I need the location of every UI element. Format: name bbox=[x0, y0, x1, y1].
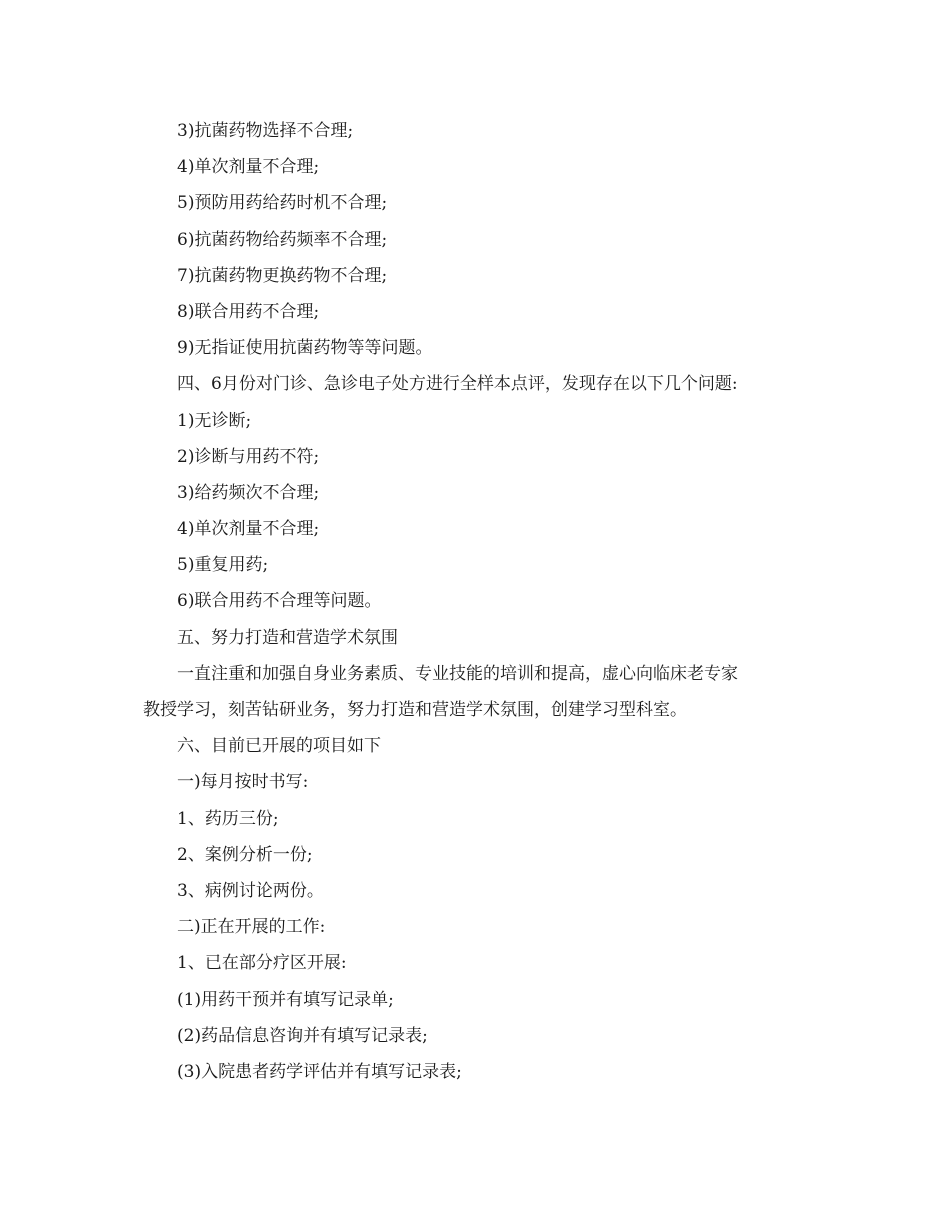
section-heading-5: 五、努力打造和营造学术氛围 bbox=[177, 627, 398, 648]
list-item: 3)抗菌药物选择不合理; bbox=[177, 121, 354, 141]
list-item: (2)药品信息咨询并有填写记录表; bbox=[177, 1025, 428, 1046]
section-heading-6: 六、目前已开展的项目如下 bbox=[177, 736, 381, 757]
list-item: 7)抗菌药物更换药物不合理; bbox=[177, 265, 388, 286]
list-item: 5)重复用药; bbox=[177, 555, 269, 576]
paragraph-line: 一直注重和加强自身业务素质、专业技能的培训和提高，虚心向临床老专家 bbox=[177, 663, 738, 684]
list-item: 3)给药频次不合理; bbox=[177, 482, 320, 503]
list-item: (1)用药干预并有填写记录单; bbox=[177, 989, 394, 1010]
list-item: 4)单次剂量不合理; bbox=[177, 519, 320, 540]
list-item: 4)单次剂量不合理; bbox=[177, 157, 320, 178]
subsection-heading: 二)正在开展的工作: bbox=[177, 917, 326, 938]
list-item: 8)联合用药不合理; bbox=[177, 301, 320, 322]
list-item: 1、药历三份; bbox=[177, 808, 279, 829]
list-item: 2、案例分析一份; bbox=[177, 844, 313, 865]
list-item: 6)联合用药不合理等问题。 bbox=[177, 591, 382, 612]
paragraph-line: 教授学习，刻苦钻研业务，努力打造和营造学术氛围，创建学习型科室。 bbox=[143, 700, 687, 720]
list-item: 1)无诊断; bbox=[177, 410, 252, 431]
document-body bbox=[143, 113, 803, 1090]
list-item: 9)无指证使用抗菌药物等等问题。 bbox=[177, 338, 433, 359]
subsection-heading: 一)每月按时书写: bbox=[177, 772, 309, 793]
list-item: 1、已在部分疗区开展: bbox=[177, 953, 347, 974]
list-item: (3)入院患者药学评估并有填写记录表; bbox=[177, 1061, 462, 1082]
list-item: 3、病例讨论两份。 bbox=[177, 880, 324, 901]
section-heading-4: 四、6月份对门诊、急诊电子处方进行全样本点评，发现存在以下几个问题: bbox=[177, 374, 738, 395]
list-item: 2)诊断与用药不符; bbox=[177, 446, 320, 467]
list-item: 5)预防用药给药时机不合理; bbox=[177, 193, 388, 214]
list-item: 6)抗菌药物给药频率不合理; bbox=[177, 229, 388, 250]
